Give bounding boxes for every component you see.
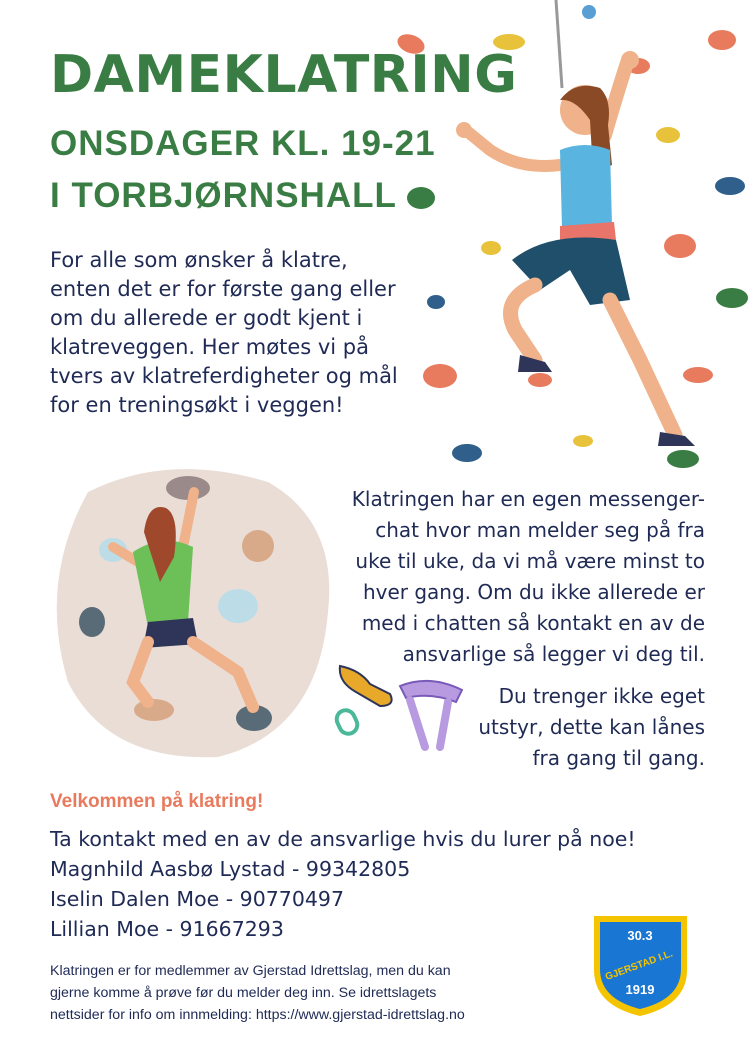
gjerstad-il-logo — [588, 910, 693, 1020]
messenger-line: uke til uke, da vi må være minst to — [355, 549, 705, 573]
intro-line: tvers av klatreferdigheter og mål — [50, 364, 398, 388]
location-subtitle: I TORBJØRNSHALL — [50, 176, 397, 215]
intro-line: enten det er for første gang eller — [50, 277, 396, 301]
equipment-paragraph — [478, 681, 705, 774]
intro-line: klatreveggen. Her møtes vi på — [50, 335, 370, 359]
equipment-line: Du trenger ikke eget — [498, 684, 705, 708]
contact-person: Magnhild Aasbø Lystad - 99342805 — [50, 857, 411, 881]
contact-person: Lillian Moe - 91667293 — [50, 917, 284, 941]
messenger-paragraph — [352, 484, 705, 670]
membership-footnote — [50, 960, 590, 1026]
schedule-subtitle: ONSDAGER KL. 19-21 — [50, 124, 436, 163]
contact-intro: Ta kontakt med en av de ansvarlige hvis du lurer på noe! — [50, 827, 636, 851]
logo-date: 30.3 — [627, 928, 653, 943]
page-title: DAMEKLATRING — [50, 45, 518, 105]
intro-line: om du allerede er godt kjent i — [50, 306, 363, 330]
footer-line: nettsider for info om innmelding: https://www.gjerstad-idrettslag.no — [50, 1007, 465, 1023]
bouldering-woman-illustration — [48, 462, 333, 762]
footer-line: gjerne komme å prøve før du melder deg inn. Se idrettslagets — [50, 985, 437, 1001]
contact-person: Iselin Dalen Moe - 90770497 — [50, 887, 345, 911]
equipment-line: fra gang til gang. — [532, 746, 705, 770]
logo-club-name: GJERSTAD I.L. — [603, 948, 675, 983]
messenger-line: ansvarlige så legger vi deg til. — [402, 642, 705, 666]
intro-paragraph — [50, 246, 420, 420]
messenger-line: Klatringen har en egen messenger- — [351, 487, 705, 511]
intro-line: for en treningsøkt i veggen! — [50, 393, 344, 417]
messenger-line: chat hvor man melder seg på fra — [375, 518, 705, 542]
messenger-line: hver gang. Om du ikke allerede er — [362, 580, 705, 604]
equipment-line: utstyr, dette kan lånes — [478, 715, 705, 739]
intro-line: For alle som ønsker å klatre, — [50, 248, 348, 272]
logo-year: 1919 — [625, 982, 655, 997]
footer-line: Klatringen er for medlemmer av Gjerstad Idrettslag, men du kan — [50, 963, 451, 979]
messenger-line: med i chatten så kontakt en av de — [361, 611, 705, 635]
welcome-heading: Velkommen på klatring! — [50, 791, 264, 812]
